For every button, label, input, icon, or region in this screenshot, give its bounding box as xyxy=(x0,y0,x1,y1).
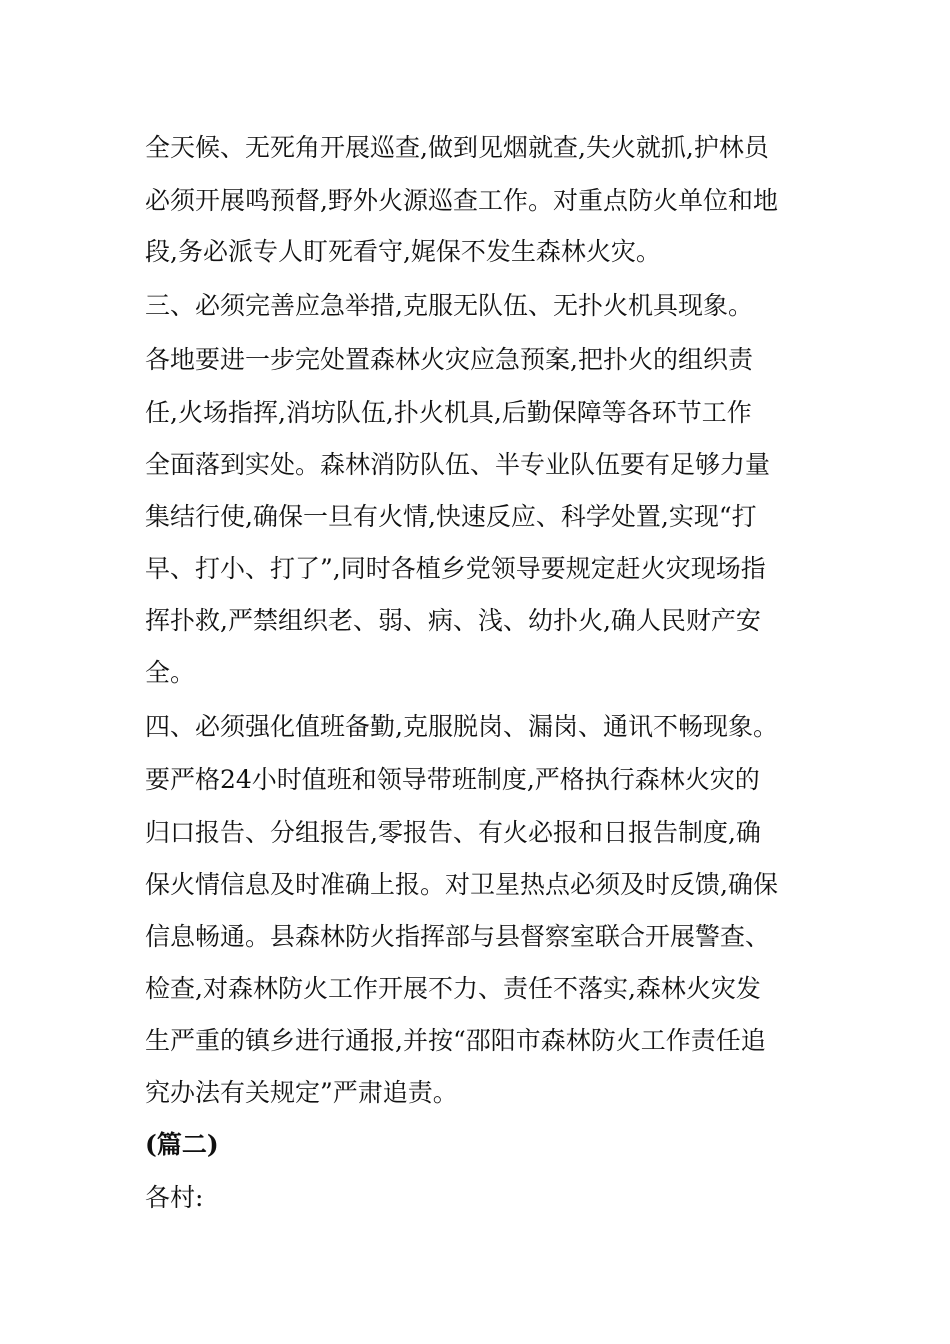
paragraph-line: 早、打小、打了”,同时各植乡党领导要规定赶火灾现场指 xyxy=(145,554,766,583)
paragraph-line: 归口报告、分组报告,零报告、有火必报和日报告制度,确 xyxy=(145,818,761,847)
paragraph-line: 生严重的镇乡进行通报,并按“邵阳市森林防火工作责任追 xyxy=(145,1026,766,1055)
paragraph-line: 必须开展鸣预督,野外火源巡查工作。对重点防火单位和地 xyxy=(145,186,778,215)
paragraph-line: 全面落到实处。森林消防队伍、半专业队伍要有足够力量 xyxy=(145,450,771,479)
paragraph-line: 信息畅通。县森林防火指挥部与县督察室联合开展警查、 xyxy=(145,922,771,951)
paragraph-line: 保火情信息及时准确上报。对卫星热点必须及时反馈,确保 xyxy=(145,870,778,899)
paragraph-line: 任,火场指挥,消坊队伍,扑火机具,后勤保障等各环节工作 xyxy=(145,398,752,427)
salutation: 各村: xyxy=(145,1183,204,1212)
paragraph-line: 各地要进一步完处置森林火灾应急预案,把扑火的组织责 xyxy=(145,345,753,374)
paragraph-line: 全。 xyxy=(145,658,196,687)
section-heading: 三、必须完善应急举措,克服无队伍、无扑火机具现象。 xyxy=(145,291,753,320)
paragraph-line: 检查,对森林防火工作开展不力、责任不落实,森林火灾发 xyxy=(145,974,761,1003)
paragraph-line: 挥扑救,严禁组织老、弱、病、浅、幼扑火,确人民财产安 xyxy=(145,606,761,635)
section-heading: 四、必须强化值班备勤,克服脱岗、漏岗、通讯不畅现象。 xyxy=(145,712,778,741)
paragraph-line: 要严格24小时值班和领导带班制度,严格执行森林火灾的 xyxy=(145,765,760,794)
paragraph-line: 段,务必派专人盯死看守,娓保不发生森林火灾。 xyxy=(145,237,661,266)
part-heading: (篇二) xyxy=(145,1130,219,1159)
paragraph-line: 全天候、无死角开展巡查,做到见烟就查,失火就抓,护林员 xyxy=(145,133,769,162)
paragraph-line: 集结行使,确保一旦有火情,快速反应、科学处置,实现“打 xyxy=(145,502,757,531)
paragraph-line: 究办法有关规定”严肃追责。 xyxy=(145,1078,458,1107)
